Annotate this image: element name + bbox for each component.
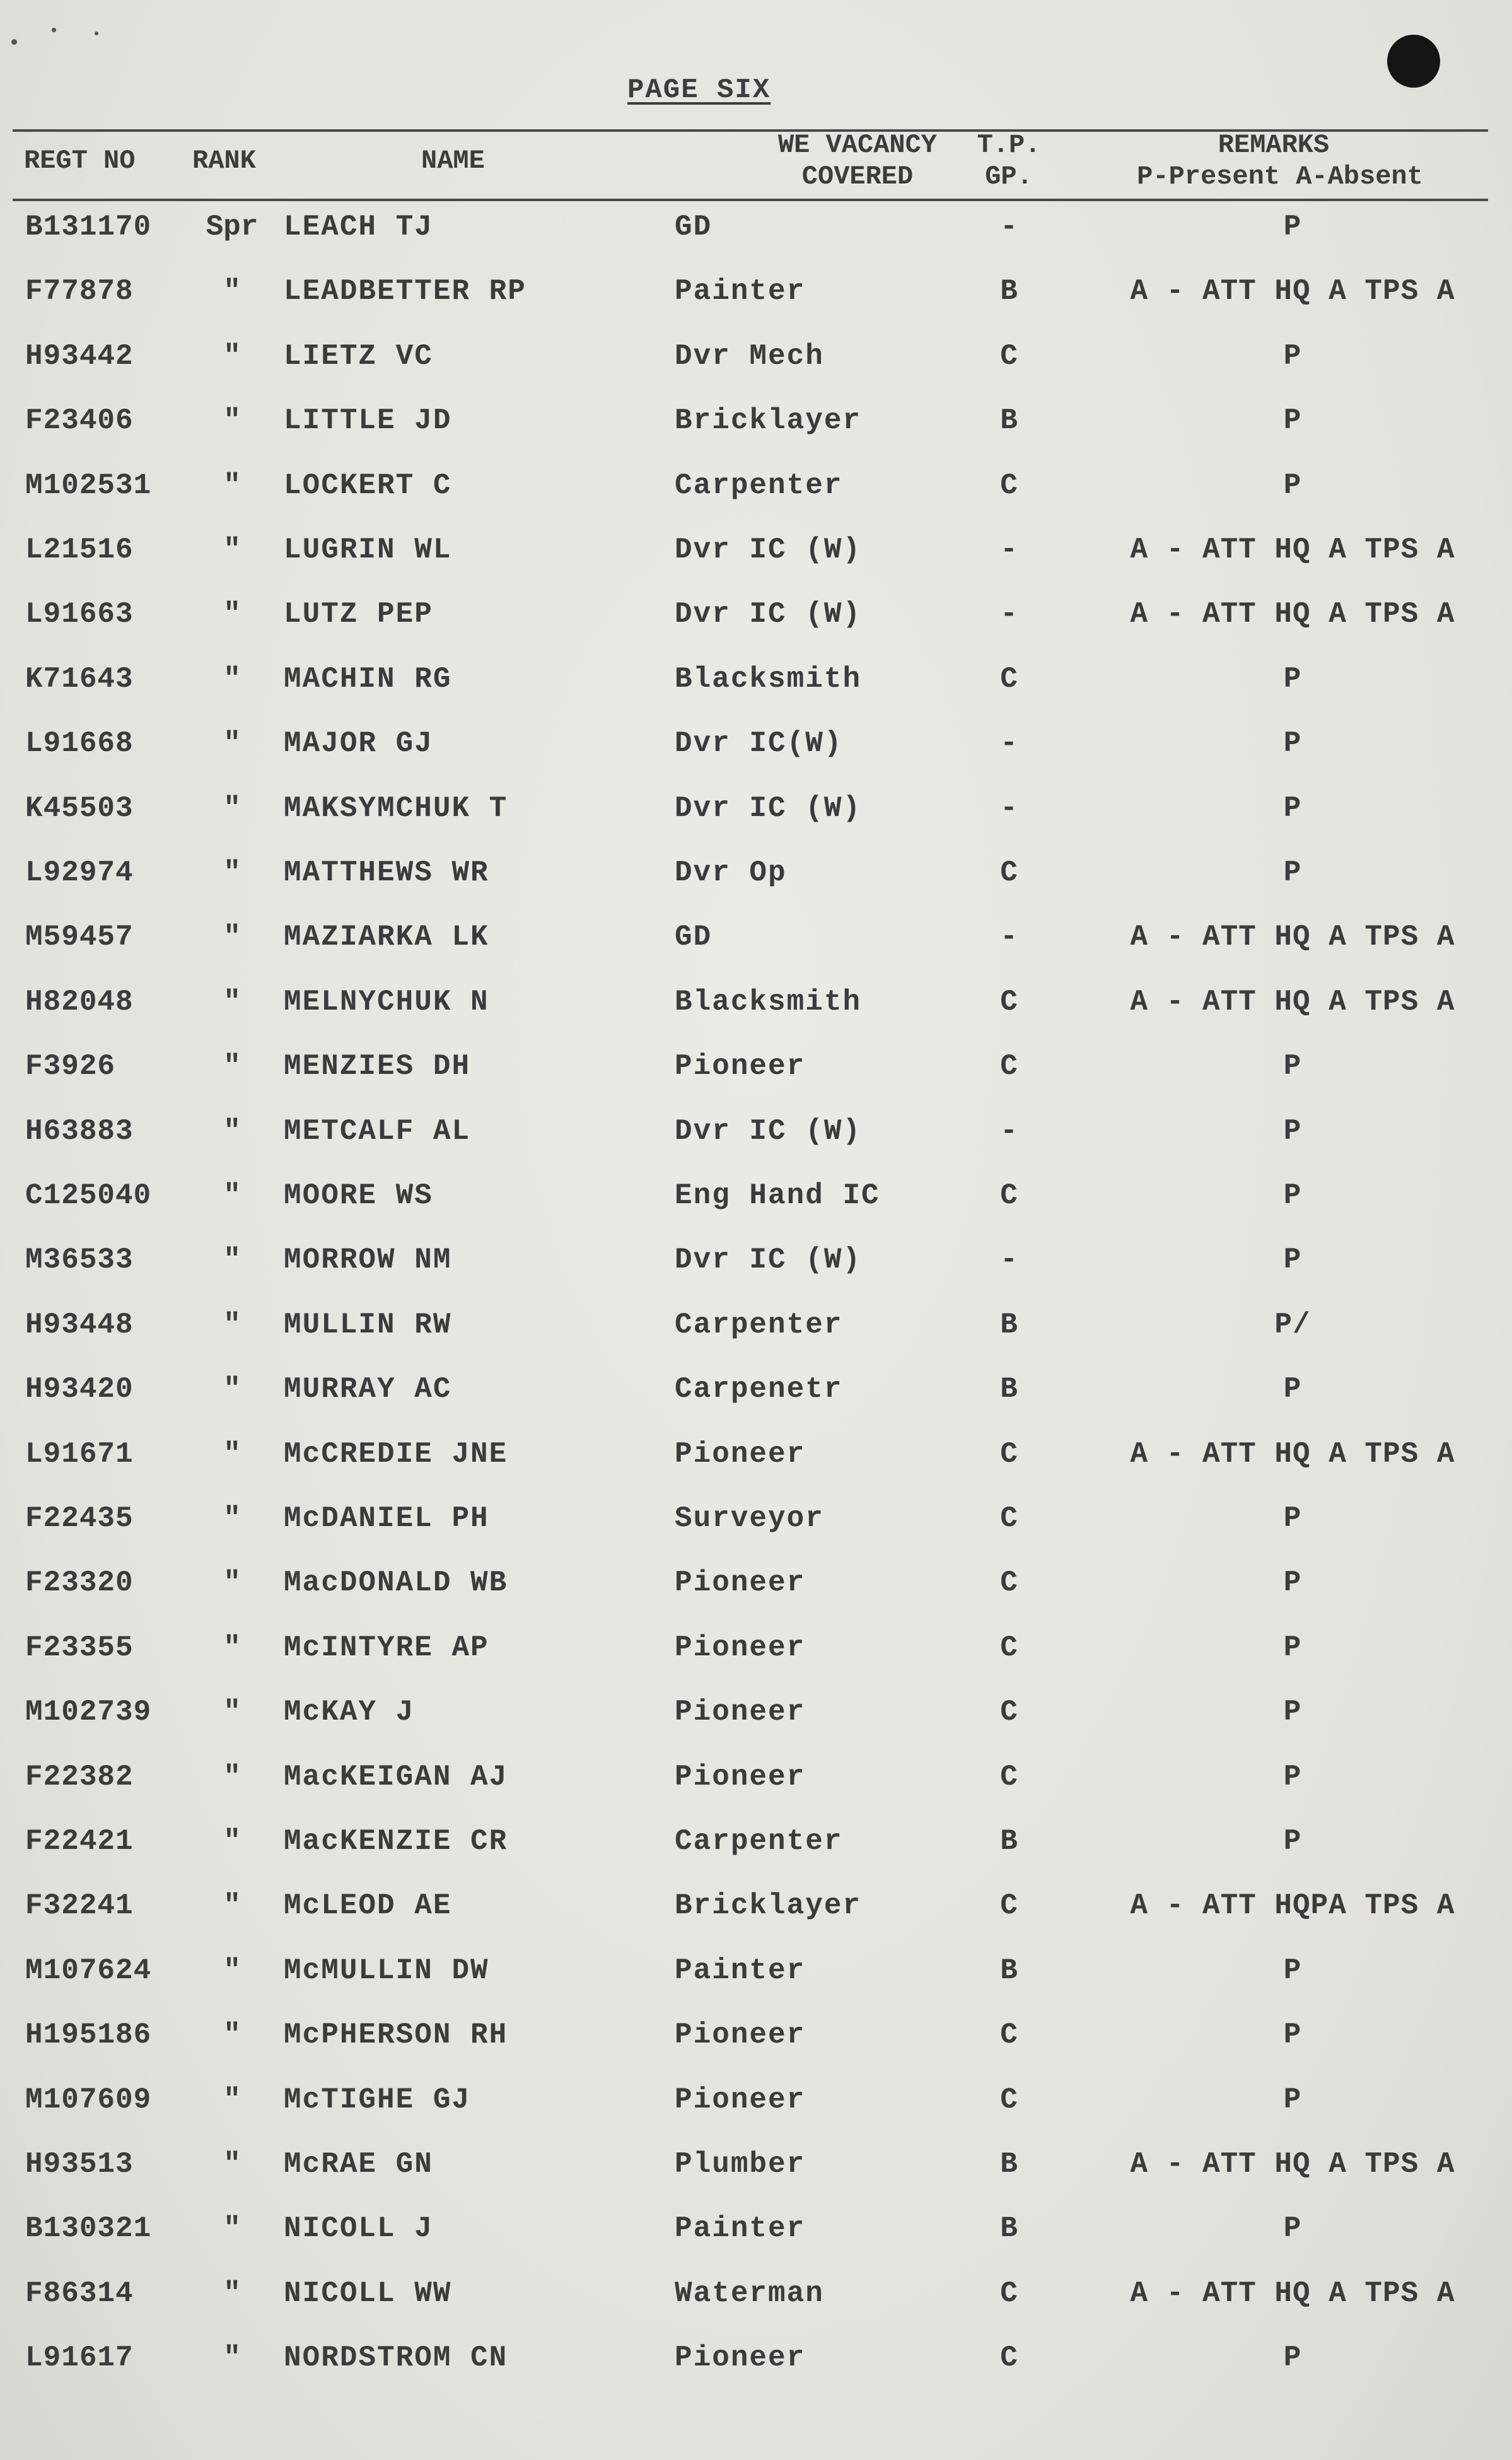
header-name: NAME [421,146,485,176]
name-cell: MacDONALD WB [284,1566,508,1600]
rank-cell: " [223,1696,241,1729]
name-cell: LOCKERT C [284,469,452,502]
rank-cell: " [223,339,241,373]
remarks-cell: P [1283,856,1302,889]
regt-no-cell: L91668 [25,727,134,761]
regt-no-cell: H63883 [25,1114,134,1148]
remarks-cell: A - ATT HQPA TPS A [1130,1889,1455,1923]
tp-group-cell: - [1000,727,1018,761]
tp-group-cell: C [1000,1437,1018,1471]
name-cell: McMULLIN DW [284,1954,489,1987]
table-row [0,522,1512,578]
header-remarks-line1: REMARKS [1218,130,1330,160]
regt-no-cell: K45503 [25,791,134,825]
table-row [0,1942,1512,1999]
header-vacancy-line2: COVERED [801,161,914,192]
remarks-cell: P [1283,1244,1302,1277]
table-row [0,2329,1512,2386]
rank-cell: " [223,2019,241,2052]
name-cell: NORDSTROM CN [284,2341,508,2375]
tp-group-cell: C [1000,1696,1018,1729]
rank-cell: " [223,1631,241,1664]
regt-no-cell: F86314 [25,2276,134,2310]
tp-group-cell: C [1000,1050,1018,1083]
tp-group-cell: C [1000,339,1018,373]
rank-cell: " [223,404,241,438]
name-cell: LEADBETTER RP [284,275,526,308]
rank-cell: " [223,856,241,889]
table-row [0,263,1512,320]
rank-cell: " [223,727,241,761]
tp-group-cell: C [1000,856,1018,889]
name-cell: McCREDIE JNE [284,1437,508,1471]
header-vacancy-line1: WE VACANCY [777,130,938,160]
table-row [0,1232,1512,1288]
rank-cell: " [223,1889,241,1923]
vacancy-cell: Pioneer [675,1696,806,1729]
rank-cell: " [223,1244,241,1277]
vacancy-cell: Bricklayer [675,1889,862,1923]
regt-no-cell: F77878 [25,275,134,308]
vacancy-cell: Dvr IC (W) [675,533,862,566]
tp-group-cell: C [1000,2019,1018,2052]
name-cell: McDANIEL PH [284,1502,489,1535]
table-row [0,1103,1512,1160]
regt-no-cell: M102531 [25,469,152,502]
name-cell: McTIGHE GJ [284,2083,471,2116]
vacancy-cell: Blacksmith [675,985,862,1018]
remarks-cell: P [1283,791,1302,825]
vacancy-cell: Plumber [675,2148,806,2181]
rank-cell: " [223,1050,241,1083]
table-row [0,1490,1512,1547]
rank-cell: " [223,921,241,954]
rank-cell: " [223,1760,241,1793]
table-row [0,199,1512,255]
name-cell: MORROW NM [284,1244,452,1277]
name-cell: METCALF AL [284,1114,471,1148]
rank-cell: " [223,2148,241,2181]
table-row [0,715,1512,772]
table-row [0,2072,1512,2128]
name-cell: McKAY J [284,1696,415,1729]
vacancy-cell: Pioneer [675,1760,806,1793]
regt-no-cell: F22382 [25,1760,134,1793]
table-row [0,1684,1512,1740]
rank-cell: " [223,662,241,696]
table-row [0,2007,1512,2063]
tp-group-cell: - [1000,598,1018,631]
tp-group-cell: - [1000,533,1018,566]
vacancy-cell: Painter [675,275,806,308]
name-cell: LITTLE JD [284,404,452,438]
name-cell: LEACH TJ [284,211,433,243]
remarks-cell: P [1283,1373,1302,1406]
remarks-cell: A - ATT HQ A TPS A [1130,985,1455,1018]
name-cell: MacKEIGAN AJ [284,1760,508,1793]
vacancy-cell: Dvr IC (W) [675,1244,862,1277]
header-remarks-line2: P-Present A-Absent [1137,161,1423,192]
tp-group-cell: C [1000,1179,1018,1212]
name-cell: MENZIES DH [284,1050,471,1083]
rank-cell: " [223,1114,241,1148]
table-row [0,1877,1512,1934]
regt-no-cell: C125040 [25,1179,152,1212]
regt-no-cell: L92974 [25,856,134,889]
remarks-cell: P [1283,2083,1302,2116]
rank-cell: " [223,275,241,308]
tp-group-cell: C [1000,662,1018,696]
rank-cell: " [223,533,241,566]
vacancy-cell: Carpenetr [675,1373,843,1406]
remarks-cell: P [1283,662,1302,696]
tp-group-cell: C [1000,2276,1018,2310]
rank-cell: " [223,2212,241,2246]
regt-no-cell: M107624 [25,1954,152,1987]
regt-no-cell: L21516 [25,533,134,566]
vacancy-cell: Painter [675,2212,806,2246]
tp-group-cell: - [1000,1114,1018,1148]
name-cell: McPHERSON RH [284,2019,508,2052]
remarks-cell: P [1283,1114,1302,1148]
table-row [0,1297,1512,1353]
tp-group-cell: C [1000,2083,1018,2116]
regt-no-cell: M36533 [25,1244,134,1277]
tp-group-cell: C [1000,2341,1018,2375]
remarks-cell: A - ATT HQ A TPS A [1130,1437,1455,1471]
remarks-cell: P [1283,1631,1302,1664]
remarks-cell: A - ATT HQ A TPS A [1130,2148,1455,2181]
name-cell: MULLIN RW [284,1308,452,1341]
rank-cell: " [223,1566,241,1600]
remarks-cell: P [1283,1825,1302,1858]
header-rank: RANK [192,146,256,176]
name-cell: MACHIN RG [284,662,452,696]
table-row [0,1813,1512,1870]
vacancy-cell: Dvr Op [675,856,787,889]
regt-no-cell: H195186 [25,2019,152,2052]
name-cell: LIETZ VC [284,339,433,373]
rank-cell: " [223,2276,241,2310]
rank-cell: " [223,598,241,631]
name-cell: MATTHEWS WR [284,856,489,889]
table-row [0,1167,1512,1224]
name-cell: LUGRIN WL [284,533,452,566]
regt-no-cell: H82048 [25,985,134,1018]
tp-group-cell: B [1000,1825,1018,1858]
vacancy-cell: Pioneer [675,2341,806,2375]
name-cell: McLEOD AE [284,1889,452,1923]
regt-no-cell: L91617 [25,2341,134,2375]
table-row [0,392,1512,449]
regt-no-cell: F23320 [25,1566,134,1600]
table-row [0,1426,1512,1483]
tp-group-cell: C [1000,1502,1018,1535]
name-cell: MAKSYMCHUK T [284,791,508,825]
remarks-cell: P [1283,211,1302,243]
vacancy-cell: Carpenter [675,1308,843,1341]
table-row [0,974,1512,1030]
tp-group-cell: C [1000,469,1018,502]
vacancy-cell: Bricklayer [675,404,862,438]
rank-cell: " [223,1825,241,1858]
page-title: PAGE SIX [627,74,771,106]
name-cell: MELNYCHUK N [284,985,489,1018]
tp-group-cell: C [1000,1889,1018,1923]
tp-group-cell: C [1000,1566,1018,1600]
regt-no-cell: B130321 [25,2212,152,2246]
table-row [0,909,1512,965]
regt-no-cell: F23406 [25,404,134,438]
regt-no-cell: K71643 [25,662,134,696]
tp-group-cell: - [1000,791,1018,825]
tp-group-cell: B [1000,2212,1018,2246]
rank-cell: " [223,1954,241,1987]
rank-cell: " [223,1373,241,1406]
vacancy-cell: Pioneer [675,1566,806,1600]
tp-group-cell: B [1000,275,1018,308]
regt-no-cell: F23355 [25,1631,134,1664]
rank-cell: " [223,469,241,502]
rank-cell: " [223,985,241,1018]
name-cell: MacKENZIE CR [284,1825,508,1858]
vacancy-cell: Dvr IC(W) [675,727,843,761]
name-cell: McINTYRE AP [284,1631,489,1664]
regt-no-cell: L91671 [25,1437,134,1471]
table-row [0,457,1512,514]
header-tp-line2: GP. [985,161,1033,192]
name-cell: LUTZ PEP [284,598,433,631]
table-row [0,651,1512,708]
remarks-cell: A - ATT HQ A TPS A [1130,598,1455,631]
vacancy-cell: Dvr IC (W) [675,598,862,631]
vacancy-cell: Painter [675,1954,806,1987]
rank-cell: " [223,1502,241,1535]
regt-no-cell: M102739 [25,1696,152,1729]
remarks-cell: P [1283,1179,1302,1212]
rank-cell: " [223,2083,241,2116]
vacancy-cell: Dvr IC (W) [675,1114,862,1148]
name-cell: MAJOR GJ [284,727,433,761]
vacancy-cell: GD [675,211,712,243]
tp-group-cell: C [1000,1631,1018,1664]
name-cell: MURRAY AC [284,1373,452,1406]
regt-no-cell: M59457 [25,921,134,954]
remarks-cell: A - ATT HQ A TPS A [1130,2276,1455,2310]
tp-group-cell: B [1000,1373,1018,1406]
table-row [0,780,1512,837]
remarks-cell: P [1283,1050,1302,1083]
name-cell: McRAE GN [284,2148,433,2181]
regt-no-cell: F22435 [25,1502,134,1535]
remarks-cell: P [1283,1696,1302,1729]
regt-no-cell: B131170 [25,211,152,243]
table-row [0,1554,1512,1611]
vacancy-cell: Carpenter [675,469,843,502]
table-row [0,2265,1512,2322]
remarks-cell: P [1283,469,1302,502]
vacancy-cell: Surveyor [675,1502,824,1535]
name-cell: NICOLL WW [284,2276,452,2310]
rank-cell: " [223,2341,241,2375]
table-row [0,1749,1512,1805]
regt-no-cell: H93448 [25,1308,134,1341]
regt-no-cell: F32241 [25,1889,134,1923]
vacancy-cell: Pioneer [675,1437,806,1471]
rank-cell: " [223,1437,241,1471]
name-cell: MOORE WS [284,1179,433,1212]
remarks-cell: P [1283,404,1302,438]
tp-group-cell: - [1000,211,1018,243]
remarks-cell: P [1283,2341,1302,2375]
vacancy-cell: Waterman [675,2276,824,2310]
tp-group-cell: C [1000,1760,1018,1793]
remarks-cell: P [1283,1502,1302,1535]
remarks-cell: P [1283,1760,1302,1793]
name-cell: MAZIARKA LK [284,921,489,954]
vacancy-cell: GD [675,921,712,954]
remarks-cell: P [1283,339,1302,373]
name-cell: NICOLL J [284,2212,433,2246]
regt-no-cell: H93513 [25,2148,134,2181]
regt-no-cell: L91663 [25,598,134,631]
vacancy-cell: Carpenter [675,1825,843,1858]
regt-no-cell: H93442 [25,339,134,373]
vacancy-cell: Dvr Mech [675,339,824,373]
table-row [0,844,1512,901]
remarks-cell: A - ATT HQ A TPS A [1130,921,1455,954]
regt-no-cell: F22421 [25,1825,134,1858]
table-row [0,328,1512,385]
tp-group-cell: - [1000,1244,1018,1277]
header-regt-no: REGT NO [24,146,136,176]
tp-group-cell: B [1000,1308,1018,1341]
table-row [0,586,1512,643]
regt-no-cell: M107609 [25,2083,152,2116]
remarks-cell: A - ATT HQ A TPS A [1130,275,1455,308]
rank-cell: " [223,791,241,825]
vacancy-cell: Eng Hand IC [675,1179,880,1212]
remarks-cell: P [1283,2212,1302,2246]
vacancy-cell: Pioneer [675,2083,806,2116]
tp-group-cell: B [1000,404,1018,438]
table-row [0,1361,1512,1418]
vacancy-cell: Pioneer [675,1631,806,1664]
remarks-cell: P [1283,1566,1302,1600]
remarks-cell: P [1283,727,1302,761]
table-row [0,1038,1512,1095]
table-row [0,2136,1512,2193]
rank-cell: Spr [206,211,259,243]
table-row [0,2200,1512,2257]
regt-no-cell: H93420 [25,1373,134,1406]
regt-no-cell: F3926 [25,1050,116,1083]
tp-group-cell: B [1000,2148,1018,2181]
tp-group-cell: B [1000,1954,1018,1987]
tp-group-cell: C [1000,985,1018,1018]
remarks-cell: A - ATT HQ A TPS A [1130,533,1455,566]
remarks-cell: P [1283,2019,1302,2052]
remarks-cell: P [1283,1954,1302,1987]
table-row [0,1619,1512,1676]
remarks-cell: P/ [1274,1308,1311,1341]
vacancy-cell: Pioneer [675,1050,806,1083]
rank-cell: " [223,1179,241,1212]
vacancy-cell: Blacksmith [675,662,862,696]
rank-cell: " [223,1308,241,1341]
vacancy-cell: Dvr IC (W) [675,791,862,825]
vacancy-cell: Pioneer [675,2019,806,2052]
header-tp-line1: T.P. [977,130,1041,160]
tp-group-cell: - [1000,921,1018,954]
